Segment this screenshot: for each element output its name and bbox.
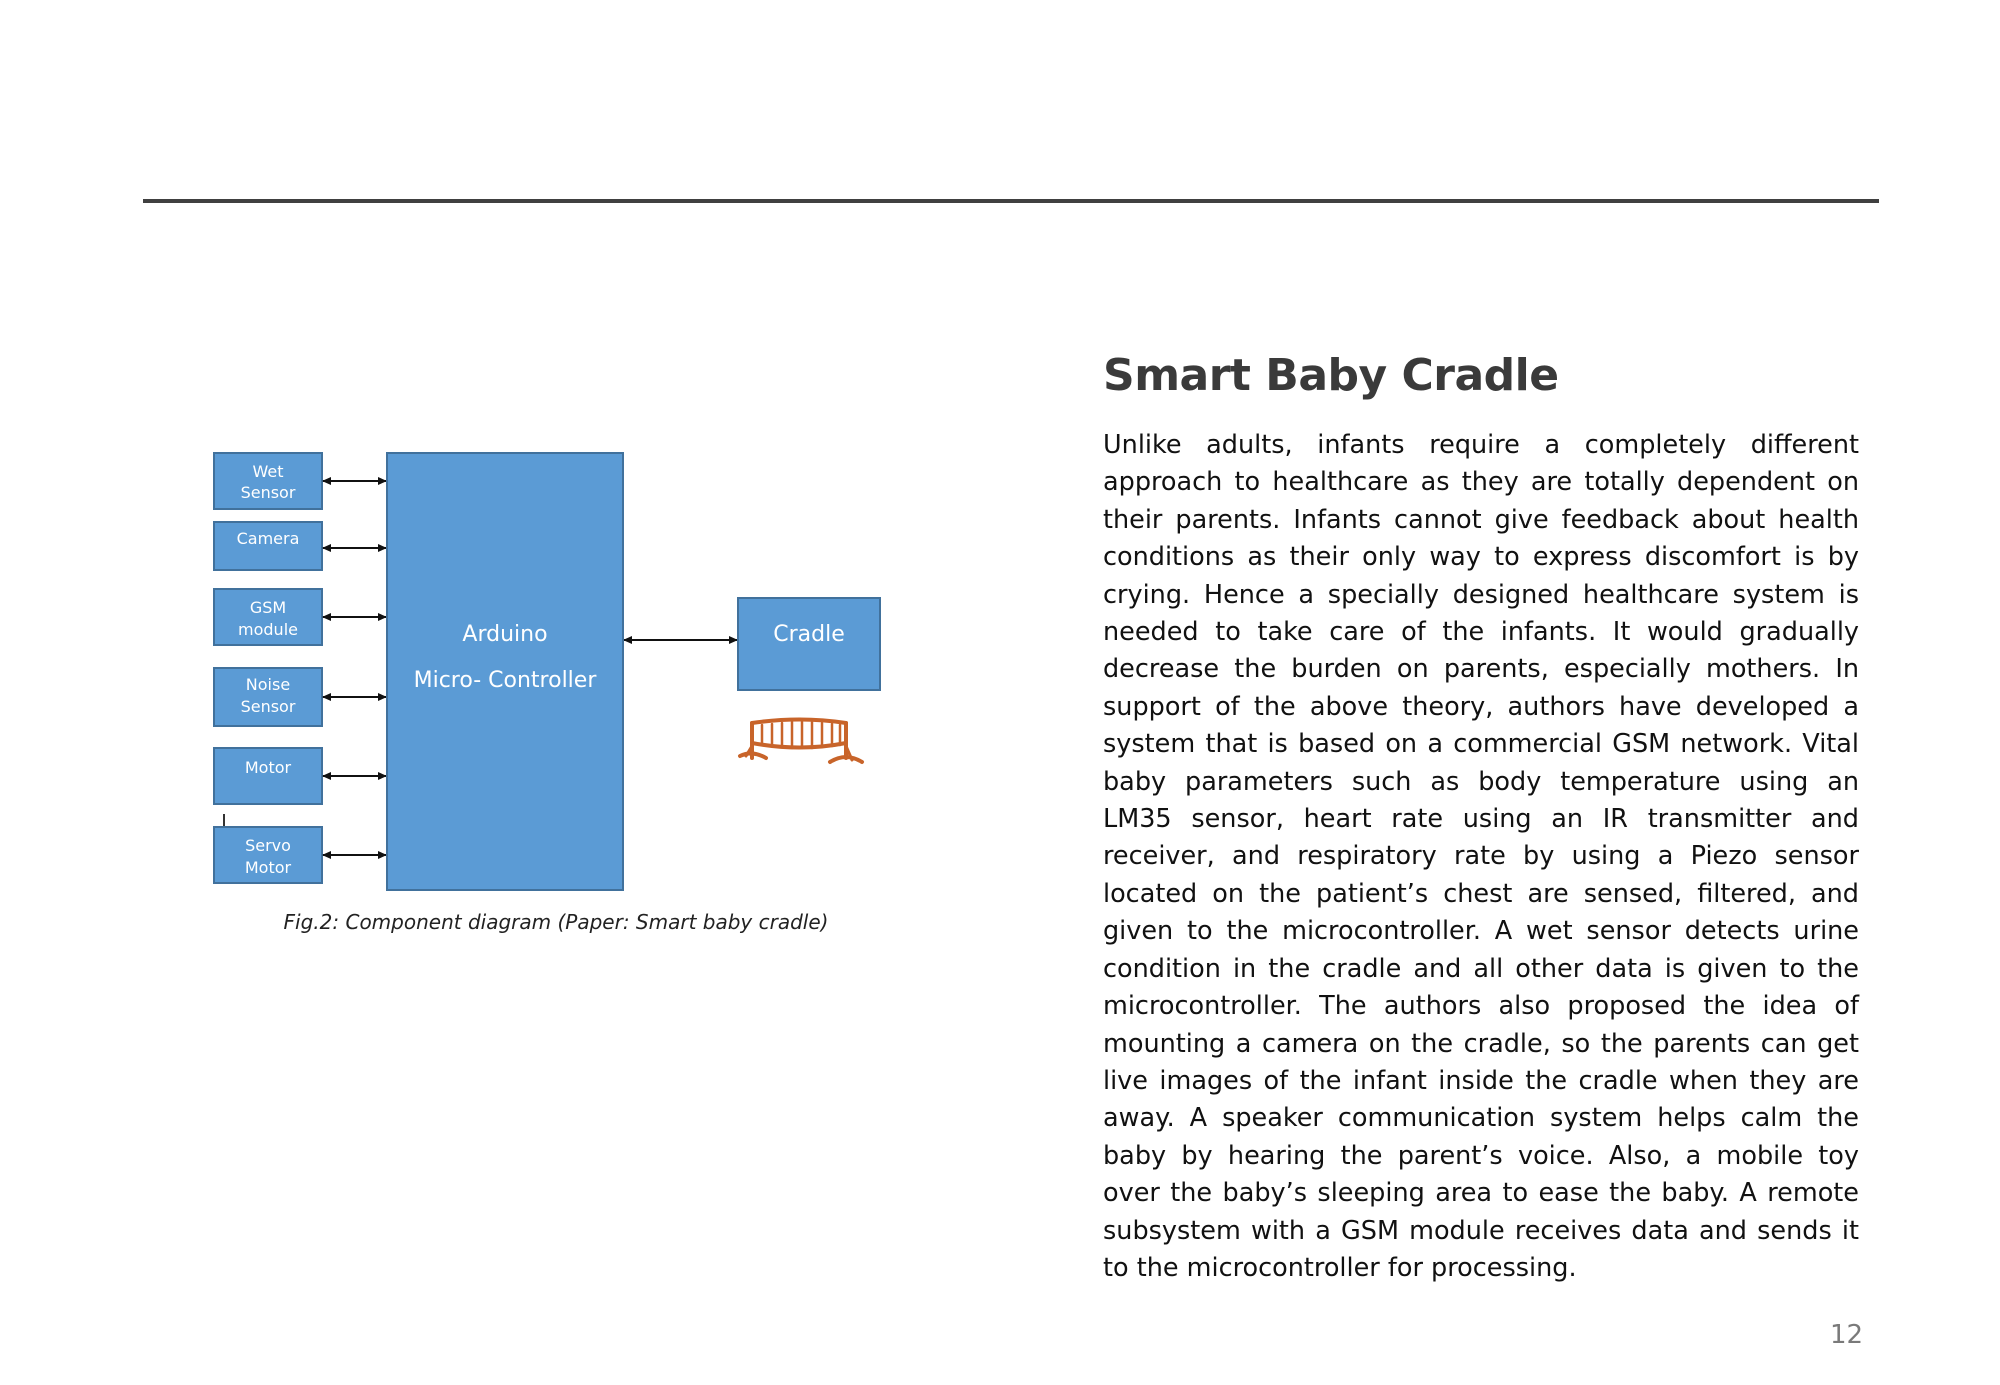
component-box-camera: [214, 522, 322, 570]
header-divider: [143, 199, 1879, 203]
component-box-noise-sensor: [214, 668, 322, 726]
component-label: Camera: [236, 529, 300, 548]
figure-caption: Fig.2: Component diagram (Paper: Smart baby cradle): [283, 910, 829, 934]
controller-box: [387, 453, 623, 890]
controller-label-line2: Micro- Controller: [413, 668, 597, 693]
page-title: Smart Baby Cradle: [1103, 350, 1559, 401]
component-label: Motor: [244, 758, 292, 777]
component-box-gsm-module: [214, 589, 322, 645]
diagram-canvas: [200, 440, 900, 900]
component-label: Sensor: [240, 697, 296, 716]
cradle-illustration: [740, 720, 862, 763]
component-label: GSM: [249, 598, 287, 617]
component-diagram: [200, 440, 900, 950]
cradle-label: Cradle: [773, 622, 845, 647]
component-label: Motor: [244, 858, 292, 877]
component-label: Servo: [245, 836, 291, 855]
component-label: module: [238, 620, 298, 639]
controller-label-line1: Arduino: [462, 622, 548, 647]
component-box-motor: [214, 748, 322, 804]
component-label: Noise: [245, 675, 291, 694]
body-paragraph: Unlike adults, infants require a completely different approach to healthcare as they are totally dependent on their parents. Infants cannot give feedback about health conditions as their only way to express discomfort is by crying. Hence a specially designed healthcare system is needed to take care of the infants. It would gradually decrease the burden on parents, especially mothers. In support of the above theory, authors have developed a system that is based on a commercial GSM network. Vital baby parameters such as body temperature using an LM35 sensor, heart rate using an IR transmitter and receiver, and respiratory rate by using a Piezo sensor located on the patient’s chest are sensed, filtered, and given to the microcontroller. A wet sensor detects urine condition in the cradle and all other data is given to the microcontroller. The authors also proposed the idea of mounting a camera on the cradle, so the parents can get live images of the infant inside the cradle when they are away. A speaker communication system helps calm the baby by hearing the parent’s voice. Also, a mobile toy over the baby’s sleeping area to ease the baby. A remote subsystem with a GSM module receives data and sends it to the microcontroller for processing.: [1103, 430, 1859, 1283]
component-label: Sensor: [240, 483, 296, 502]
component-label: Wet: [252, 462, 284, 481]
component-box-servo-motor: [214, 827, 322, 883]
cradle-box: [738, 598, 880, 690]
component-box-wet-sensor: [214, 453, 322, 509]
page-number: 12: [1830, 1320, 1864, 1350]
